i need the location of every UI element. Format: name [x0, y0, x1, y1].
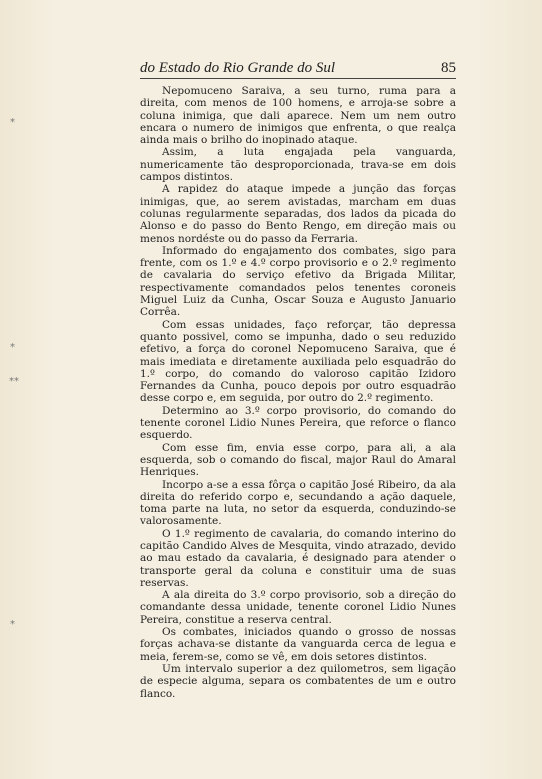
paragraph: A ala direita do 3.º corpo provisorio, sob a direção do comandante dessa unidade, tenente coronel Lidio Nunes Pereira, constitue a reserva central. — [140, 589, 456, 626]
paragraph: Os combates, iniciados quando o grosso de nossas forças achava-se distante da vanguarda cerca de legua e meia, ferem-se, como se vê, em dois setores distintos. — [140, 626, 456, 663]
margin-mark: * — [10, 342, 15, 353]
paragraph: Nepomuceno Saraiva, a seu turno, ruma para a direita, com menos de 100 homens, e arroja-se sobre a coluna inimiga, que dali aparece. Nem um nem outro encara o numero de inimigos que enfrenta, o que realça ainda mais o brilho do inopinado ataque. — [140, 85, 456, 147]
paragraph: A rapidez do ataque impede a junção das forças inimigas, que, ao serem avistadas, marcham em duas colunas regularmente separadas, dos lados da picada do Alonso e do passo do Bento Rengo, em direção mais ou menos nordéste ou do passo da Ferraria. — [140, 183, 456, 245]
paragraph: Assim, a luta engajada pela vanguarda, numericamente tão desproporcionada, trava-se em dois campos distintos. — [140, 146, 456, 184]
margin-mark: ** — [9, 376, 19, 387]
paragraph: Informado do engajamento dos combates, sigo para frente, com os 1.º e 4.º corpo provisorio e o 2.º regimento de cavalaria do serviço efetivo da Brigada Militar, respectivamente comandados pelos tenentes coroneis Miguel Luiz da Cunha, Oscar Souza e Augusto Januario Corrêa. — [140, 244, 456, 319]
page-number: 85 — [441, 60, 456, 76]
page-header — [140, 58, 456, 79]
paragraph: Incorpo a-se a essa fôrça o capitão José Ribeiro, da ala direita do referido corpo e, secundando a ação daquele, toma parte na luta, no setor da esquerda, conduzindo-se valorosamente. — [140, 478, 456, 528]
paragraph: O 1.º regimento de cavalaria, do comando interino do capitão Candido Alves de Mesquita, vindo atrazado, devido ao mau estado da cavalaria, é designado para atender o transporte geral da coluna e constituir uma de suas reservas. — [140, 527, 456, 589]
margin-mark: * — [10, 619, 15, 630]
paragraph: Com essas unidades, faço reforçar, tão depressa quanto possivel, como se impunha, dado o seu reduzido efetivo, a força do coronel Nepomuceno Saraiva, que é mais imediata e diretamente auxiliada pelo esquadrão do 1.º corpo, do comando do valoroso capitão Izidoro Fernandes da Cunha, pouco depois por outro esquadrão desse corpo e, em seguida, por outro do 2.º regimento. — [140, 318, 456, 405]
paragraph: Um intervalo superior a dez quilometros, sem ligação de especie alguma, separa os combatentes de um e outro flanco. — [140, 662, 456, 700]
page-body — [140, 85, 456, 700]
margin-mark: * — [10, 117, 15, 128]
paragraph: Determino ao 3.º corpo provisorio, do comando do tenente coronel Lidio Nunes Pereira, que reforce o flanco esquerdo. — [140, 404, 456, 442]
paragraph: Com esse fim, envia esse corpo, para ali, a ala esquerda, sob o comando do fiscal, major Raul do Amaral Henriques. — [140, 441, 456, 479]
running-title: do Estado do Rio Grande do Sul — [140, 60, 335, 76]
